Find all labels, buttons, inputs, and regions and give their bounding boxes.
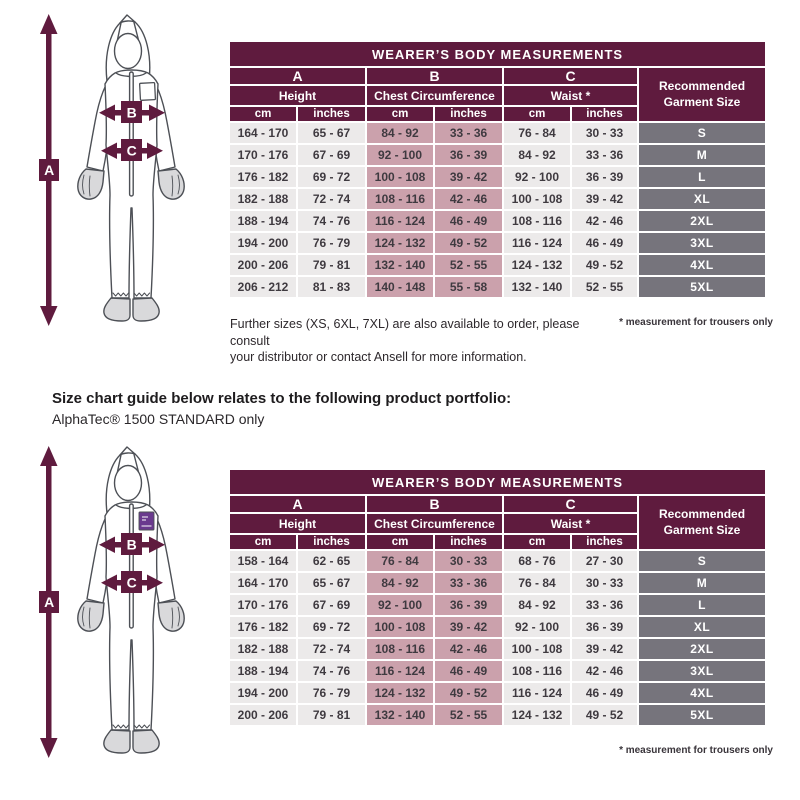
garment-size-cell: 4XL: [638, 254, 766, 276]
alphatec-chest-label: [139, 512, 154, 530]
measurement-cell: 164 - 170: [229, 122, 297, 144]
measurement-cell: 100 - 108: [503, 638, 571, 660]
measurement-cell: 65 - 67: [297, 122, 366, 144]
col-a-header: A: [229, 495, 366, 513]
note-line-1: Further sizes (XS, 6XL, 7XL) are also available to order, please consult: [230, 317, 580, 348]
measurement-cell: 42 - 46: [434, 638, 503, 660]
measurement-cell: 36 - 39: [434, 144, 503, 166]
measurement-cell: 74 - 76: [297, 660, 366, 682]
note-line-2: your distributor or contact Ansell for more information.: [230, 350, 527, 364]
measurement-cell: 74 - 76: [297, 210, 366, 232]
portfolio-product: AlphaTec® 1500 STANDARD only: [52, 411, 265, 427]
garment-size-cell: L: [638, 166, 766, 188]
measurement-cell: 108 - 116: [503, 660, 571, 682]
measurement-cell: 33 - 36: [434, 122, 503, 144]
measurement-cell: 176 - 182: [229, 166, 297, 188]
measurement-cell: 36 - 39: [571, 616, 638, 638]
measurement-cell: 170 - 176: [229, 144, 297, 166]
measurement-cell: 194 - 200: [229, 682, 297, 704]
table-row: [229, 616, 766, 638]
unit-inches-header: inches: [297, 106, 366, 122]
measurement-cell: 76 - 84: [503, 122, 571, 144]
measurement-cell: 84 - 92: [366, 122, 434, 144]
measurement-cell: 116 - 124: [503, 682, 571, 704]
measurement-cell: 46 - 49: [571, 682, 638, 704]
measurement-cell: 49 - 52: [571, 254, 638, 276]
measurement-cell: 52 - 55: [571, 276, 638, 298]
measurement-cell: 116 - 124: [366, 660, 434, 682]
garment-size-cell: S: [638, 550, 766, 572]
measurement-cell: 176 - 182: [229, 616, 297, 638]
table-row: [229, 594, 766, 616]
table-row: [229, 122, 766, 144]
table-row: [229, 660, 766, 682]
table-row: [229, 704, 766, 726]
table-row: [229, 276, 766, 298]
col-a-header: A: [229, 67, 366, 85]
measurement-cell: 158 - 164: [229, 550, 297, 572]
chest-header: Chest Circumference: [366, 85, 503, 106]
table-title: WEARER’S BODY MEASUREMENTS: [229, 469, 766, 495]
measurement-cell: 49 - 52: [571, 704, 638, 726]
measurement-cell: 36 - 39: [434, 594, 503, 616]
measurement-cell: 46 - 49: [434, 210, 503, 232]
col-c-header: C: [503, 67, 638, 85]
garment-size-cell: 4XL: [638, 682, 766, 704]
height-header: Height: [229, 85, 366, 106]
measurement-cell: 132 - 140: [503, 276, 571, 298]
measurement-cell: 76 - 79: [297, 682, 366, 704]
table-row: [229, 550, 766, 572]
table-row: [229, 210, 766, 232]
unit-inches-header: inches: [434, 106, 503, 122]
measurement-cell: 100 - 108: [366, 616, 434, 638]
measurement-cell: 84 - 92: [503, 144, 571, 166]
measurement-cell: 84 - 92: [503, 594, 571, 616]
measurement-cell: 46 - 49: [571, 232, 638, 254]
measurement-cell: 30 - 33: [571, 572, 638, 594]
measurement-cell: 132 - 140: [366, 704, 434, 726]
measurement-cell: 116 - 124: [503, 232, 571, 254]
table-row: [229, 682, 766, 704]
measurement-cell: 36 - 39: [571, 166, 638, 188]
measurement-cell: 67 - 69: [297, 144, 366, 166]
measurement-cell: 62 - 65: [297, 550, 366, 572]
measurement-cell: 33 - 36: [571, 594, 638, 616]
table-title: WEARER’S BODY MEASUREMENTS: [229, 41, 766, 67]
unit-cm-header: cm: [366, 534, 434, 550]
garment-size-cell: 5XL: [638, 276, 766, 298]
table-row: [229, 166, 766, 188]
trousers-footnote-top: * measurement for trousers only: [619, 317, 773, 328]
table-row: [229, 232, 766, 254]
unit-cm-header: cm: [503, 534, 571, 550]
measurement-cell: 92 - 100: [366, 144, 434, 166]
garment-size-cell: L: [638, 594, 766, 616]
measurement-cell: 76 - 79: [297, 232, 366, 254]
measurement-cell: 124 - 132: [503, 254, 571, 276]
garment-size-cell: 2XL: [638, 638, 766, 660]
measurement-cell: 116 - 124: [366, 210, 434, 232]
measurement-cell: 108 - 116: [503, 210, 571, 232]
waist-header: Waist *: [503, 85, 638, 106]
measurement-cell: 124 - 132: [503, 704, 571, 726]
table-row: [229, 254, 766, 276]
table-row: [229, 144, 766, 166]
measurement-cell: 124 - 132: [366, 682, 434, 704]
measurement-cell: 140 - 148: [366, 276, 434, 298]
coverall-diagram-bottom: [20, 442, 220, 762]
garment-size-cell: M: [638, 144, 766, 166]
measurement-cell: 55 - 58: [434, 276, 503, 298]
measurement-cell: 206 - 212: [229, 276, 297, 298]
measurement-cell: 39 - 42: [434, 166, 503, 188]
col-b-header: B: [366, 495, 503, 513]
measurement-cell: 39 - 42: [571, 638, 638, 660]
measurement-cell: 188 - 194: [229, 660, 297, 682]
measurement-cell: 170 - 176: [229, 594, 297, 616]
measurement-cell: 69 - 72: [297, 616, 366, 638]
unit-cm-header: cm: [229, 534, 297, 550]
measurement-cell: 188 - 194: [229, 210, 297, 232]
measurement-cell: 33 - 36: [571, 144, 638, 166]
measurement-cell: 67 - 69: [297, 594, 366, 616]
measurement-cell: 79 - 81: [297, 254, 366, 276]
garment-size-cell: 2XL: [638, 210, 766, 232]
garment-size-cell: 3XL: [638, 232, 766, 254]
garment-size-cell: 3XL: [638, 660, 766, 682]
measurement-cell: 92 - 100: [503, 616, 571, 638]
measurement-cell: 108 - 116: [366, 638, 434, 660]
trousers-footnote-bottom: * measurement for trousers only: [619, 745, 773, 756]
col-b-header: B: [366, 67, 503, 85]
measurement-cell: 52 - 55: [434, 254, 503, 276]
measurement-cell: 39 - 42: [571, 188, 638, 210]
measurement-cell: 79 - 81: [297, 704, 366, 726]
measurement-cell: 72 - 74: [297, 638, 366, 660]
measurement-cell: 49 - 52: [434, 682, 503, 704]
measurement-cell: 182 - 188: [229, 638, 297, 660]
table-row: [229, 188, 766, 210]
measurement-cell: 108 - 116: [366, 188, 434, 210]
measurement-cell: 68 - 76: [503, 550, 571, 572]
table-row: [229, 572, 766, 594]
measurement-cell: 200 - 206: [229, 704, 297, 726]
measurement-cell: 30 - 33: [434, 550, 503, 572]
unit-inches-header: inches: [571, 106, 638, 122]
measurement-cell: 27 - 30: [571, 550, 638, 572]
coverall-diagram-top: [20, 10, 220, 330]
garment-size-cell: 5XL: [638, 704, 766, 726]
measurement-cell: 132 - 140: [366, 254, 434, 276]
measurement-cell: 92 - 100: [366, 594, 434, 616]
garment-size-cell: S: [638, 122, 766, 144]
unit-inches-header: inches: [434, 534, 503, 550]
measurement-cell: 30 - 33: [571, 122, 638, 144]
garment-size-cell: XL: [638, 188, 766, 210]
measurement-cell: 76 - 84: [503, 572, 571, 594]
garment-size-cell: XL: [638, 616, 766, 638]
unit-cm-header: cm: [229, 106, 297, 122]
measurement-cell: 69 - 72: [297, 166, 366, 188]
body-measurements-table-top: [228, 40, 767, 299]
measurement-cell: 164 - 170: [229, 572, 297, 594]
measurement-cell: 81 - 83: [297, 276, 366, 298]
measurement-cell: 65 - 67: [297, 572, 366, 594]
measurement-cell: 194 - 200: [229, 232, 297, 254]
portfolio-heading: Size chart guide below relates to the following product portfolio:: [52, 390, 512, 407]
unit-cm-header: cm: [366, 106, 434, 122]
unit-cm-header: cm: [503, 106, 571, 122]
measurement-cell: 52 - 55: [434, 704, 503, 726]
measurement-cell: 92 - 100: [503, 166, 571, 188]
measurement-cell: 39 - 42: [434, 616, 503, 638]
measurement-cell: 42 - 46: [571, 660, 638, 682]
measurement-cell: 100 - 108: [503, 188, 571, 210]
height-header: Height: [229, 513, 366, 534]
col-c-header: C: [503, 495, 638, 513]
measurement-cell: 49 - 52: [434, 232, 503, 254]
table-row: [229, 638, 766, 660]
measurement-cell: 33 - 36: [434, 572, 503, 594]
measurement-cell: 72 - 74: [297, 188, 366, 210]
measurement-cell: 100 - 108: [366, 166, 434, 188]
measurement-cell: 76 - 84: [366, 550, 434, 572]
measurement-cell: 200 - 206: [229, 254, 297, 276]
body-measurements-table-bottom: [228, 468, 767, 727]
measurement-cell: 84 - 92: [366, 572, 434, 594]
measurement-cell: 182 - 188: [229, 188, 297, 210]
unit-inches-header: inches: [297, 534, 366, 550]
waist-header: Waist *: [503, 513, 638, 534]
size-col-header: Recommended Garment Size: [638, 495, 766, 550]
measurement-cell: 46 - 49: [434, 660, 503, 682]
chest-header: Chest Circumference: [366, 513, 503, 534]
garment-size-cell: M: [638, 572, 766, 594]
chest-pocket: [140, 83, 156, 101]
unit-inches-header: inches: [571, 534, 638, 550]
measurement-cell: 42 - 46: [434, 188, 503, 210]
size-col-header: Recommended Garment Size: [638, 67, 766, 122]
measurement-cell: 124 - 132: [366, 232, 434, 254]
measurement-cell: 42 - 46: [571, 210, 638, 232]
